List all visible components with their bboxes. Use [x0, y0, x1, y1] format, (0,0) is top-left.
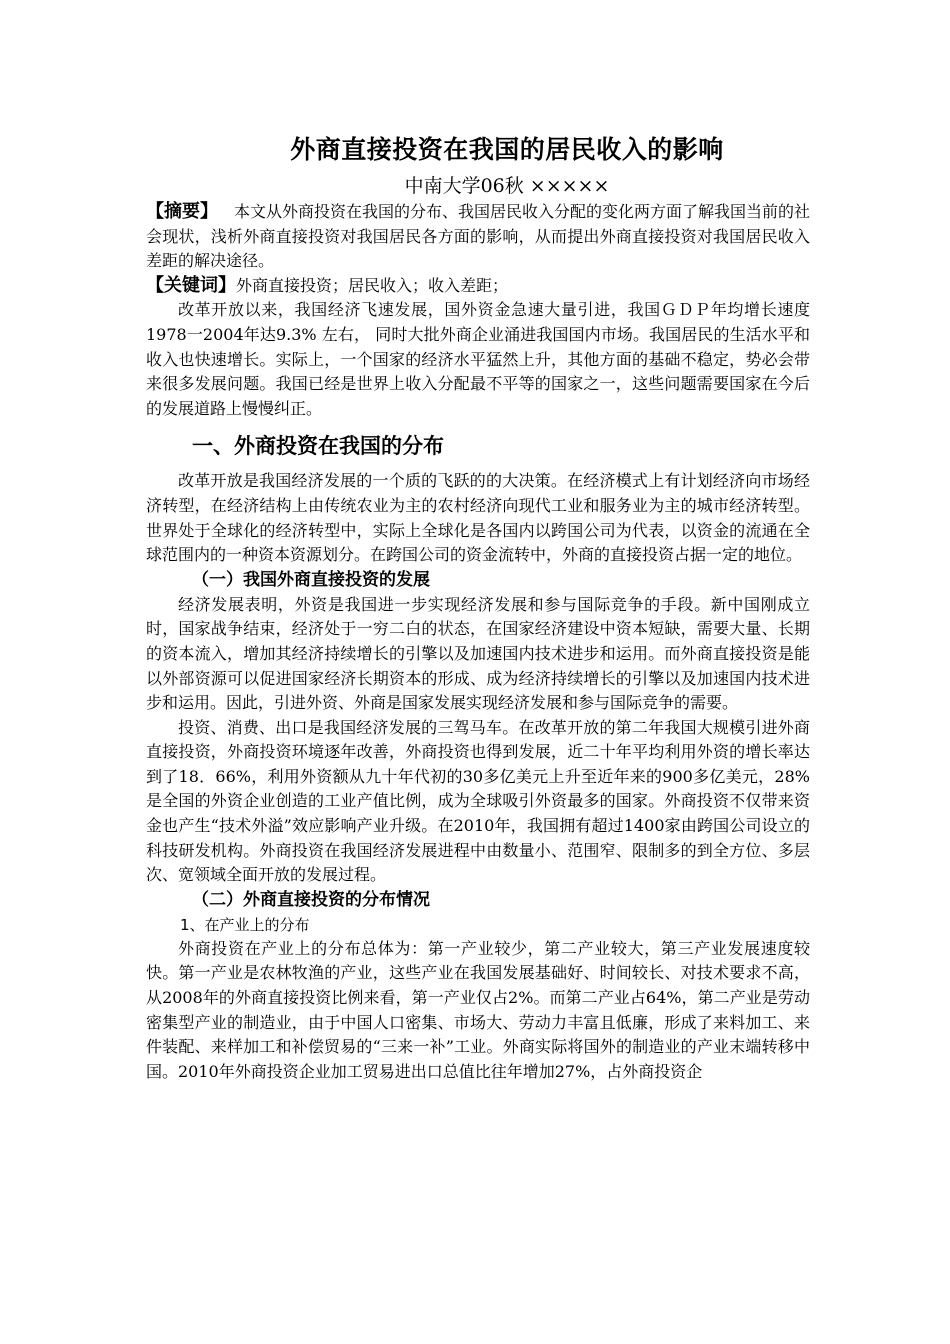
subsection-2-heading: （二）外商直接投资的分布情况 [192, 889, 430, 910]
keywords-paragraph [146, 274, 810, 299]
document-title: 外商直接投资在我国的居民收入的影响 [290, 135, 724, 164]
keywords-label: 【关键词】 [146, 274, 236, 296]
document-page [146, 128, 810, 1084]
keywords-text: 外商直接投资；居民收入；收入差距； [236, 275, 509, 295]
item-1-heading: 1、在产业上的分布 [180, 915, 310, 934]
subsection-1-heading: （一）我国外商直接投资的发展 [192, 569, 430, 590]
abstract-paragraph [146, 200, 810, 274]
abstract-label: 【摘要】 [146, 201, 218, 222]
abstract-text: 本文从外商投资在我国的分布、我国居民收入分配的变化两方面了解我国当前的社会现状，浅析外商直接投资对我国居民各方面的影响，从而提出外商直接投资对我国居民收入差距的解决途径。 [146, 202, 811, 271]
subsection-2-paragraph: 外商投资在产业上的分布总体为：第一产业较少，第二产业较大，第三产业发展速度较快。第一产业是农林牧渔的产业，这些产业在我国发展基础好、时间较长、对技术要求不高，从2008年的外商直接投资比例来看，第一产业仅占2%。而第二产业占64%，第二产业是劳动密集型产业的制造业，由于中国人口密集、市场大、劳动力丰富且低廉，形成了来料加工、来件装配、来样加工和补偿贸易的“三来一补”工业。外商实际将国外的制造业的产业末端转移中国。2010年外商投资企业加工贸易进出口总值比往年增加27%，占外商投资企 [146, 938, 810, 1081]
section-1-paragraph: 改革开放是我国经济发展的一个质的飞跃的的大决策。在经济模式上有计划经济向市场经济转型，在经济结构上由传统农业为主的农村经济向现代工业和服务业为主的城市经济转型。世界处于全球化的经济转型中，实际上全球化是各国内以跨国公司为代表，以资金的流通在全球范围内的一种资本资源划分。在跨国公司的资金流转中，外商的直接投资占据一定的地位。 [146, 471, 810, 565]
subsection-1-paragraph-2: 投资、消费、出口是我国经济发展的三驾马车。在改革开放的第二年我国大规模引进外商直接投资，外商投资环境逐年改善，外商投资也得到发展，近二十年平均利用外资的增长率达到了18．66%，利用外资额从九十年代初的30多亿美元上升至近年来的900多亿美元，28%是全国的外资企业创造的工业产值比例，成为全球吸引外资最多的国家。外商投资不仅带来资金也产生“技术外溢”效应影响产业升级。在2010年，我国拥有超过1400家由跨国公司设立的科技研发机构。外商投资在我国经济发展进程中由数量小、范围窄、限制多的到全方位、多层次、宽领域全面开放的发展过程。 [146, 717, 810, 885]
subsection-1-paragraph-1: 经济发展表明，外资是我国进一步实现经济发展和参与国际竞争的手段。新中国刚成立时，国家战争结束，经济处于一穷二白的状态，在国家经济建设中资本短缺，需要大量、长期的资本流入，增加其经济持续增长的引擎以及加速国内技术进步和运用。而外商直接投资是能以外部资源可以促进国家经济长期资本的形成、成为经济持续增长的引擎以及加速国内技术进步和运用。因此，引进外资、外商是国家发展实现经济发展和参与国际竞争的需要。 [146, 594, 810, 713]
section-1-heading: 一、外商投资在我国的分布 [192, 434, 444, 459]
intro-paragraph: 改革开放以来，我国经济飞速发展，国外资金急速大量引进，我国ＧＤＰ年均增长速度1978一2004年达9.3% 左右， 同时大批外商企业涌进我国国内市场。我国居民的生活水平和收入也快速增长。实际上，一个国家的经济水平猛然上升，其他方面的基础不稳定，势必会带来很多发展问题。我国已经是世界上收入分配最不平等的国家之一，这些问题需要国家在今后的发展道路上慢慢纠正。 [146, 300, 810, 418]
document-author: 中南大学06秋 ××××× [404, 175, 610, 197]
